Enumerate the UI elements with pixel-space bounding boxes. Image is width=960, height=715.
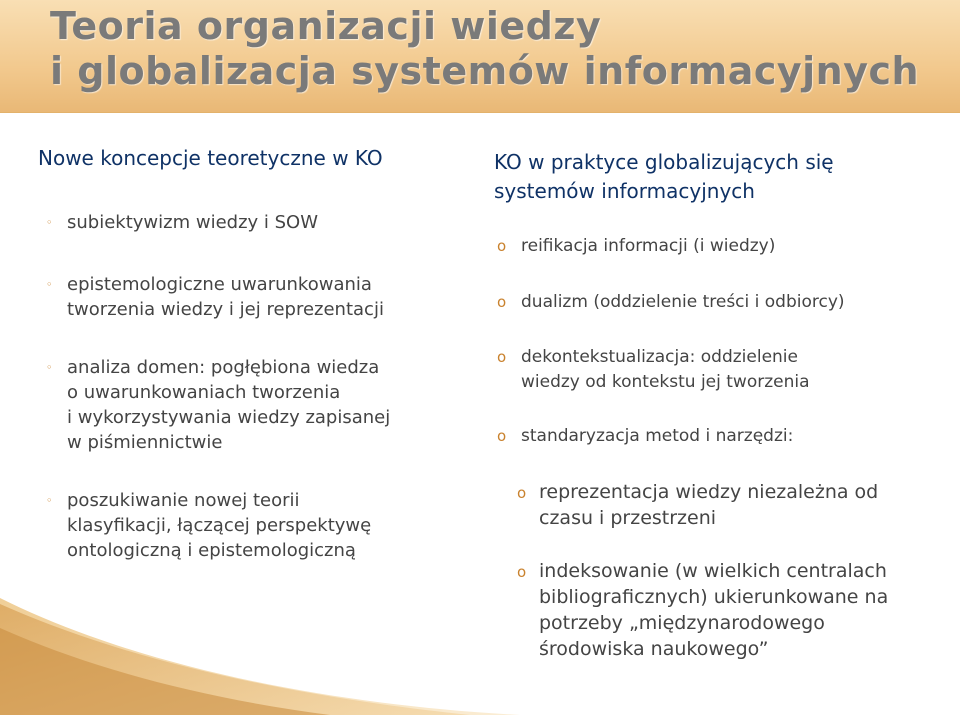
decorative-swoosh [0, 598, 520, 715]
right-item-line: standaryzacja metod i narzędzi: [521, 426, 794, 446]
slide-title-line-1: Teoria organizacji wiedzy [50, 4, 602, 48]
bullet-o-icon: o [497, 427, 507, 445]
right-item-line: reifikacja informacji (i wiedzy) [521, 236, 776, 256]
left-item-line: poszukiwanie nowej teorii [67, 490, 300, 511]
bullet-o-icon: o [497, 348, 507, 366]
left-list-item [46, 272, 456, 322]
right-list-item [497, 234, 957, 259]
bullet-circle-icon: ◦ [46, 216, 53, 229]
right-item-line: wiedzy od kontekstu jej tworzenia [521, 372, 810, 392]
right-list-item [497, 424, 957, 449]
left-item-line: klasyfikacji, łączącej perspektywę [67, 515, 372, 536]
right-list-item [497, 345, 957, 395]
left-item-line: epistemologiczne uwarunkowania [67, 274, 372, 295]
right-column-heading [494, 148, 834, 206]
bullet-circle-icon: ◦ [46, 361, 53, 374]
left-item-line: i wykorzystywania wiedzy zapisanej [67, 407, 391, 428]
right-sublist-item [517, 558, 957, 662]
subitem-line: środowiska naukowego” [539, 638, 769, 660]
left-item-line: w piśmiennictwie [67, 432, 223, 453]
left-item-line: o uwarunkowaniach tworzenia [67, 382, 341, 403]
bullet-o-icon: o [497, 293, 507, 311]
left-item-line: analiza domen: pogłębiona wiedza [67, 357, 380, 378]
bullet-o-icon: o [517, 484, 527, 502]
left-list-item [46, 488, 456, 563]
slide-title-line-2: i globalizacja systemów informacyjnych [50, 49, 920, 93]
subitem-line: reprezentacja wiedzy niezależna od [539, 481, 879, 503]
bullet-o-icon: o [517, 563, 527, 581]
bullet-circle-icon: ◦ [46, 278, 53, 291]
subitem-line: czasu i przestrzeni [539, 507, 717, 529]
right-list-item [497, 290, 957, 315]
left-list-item [46, 355, 456, 455]
right-heading-line-2: systemów informacyjnych [494, 179, 755, 203]
left-item-line: ontologiczną i epistemologiczną [67, 540, 356, 561]
right-item-line: dekontekstualizacja: oddzielenie [521, 347, 798, 367]
left-item-line: tworzenia wiedzy i jej reprezentacji [67, 299, 384, 320]
subitem-line: indeksowanie (w wielkich centralach [539, 560, 887, 582]
subitem-line: bibliograficznych) ukierunkowane na [539, 586, 889, 608]
bullet-circle-icon: ◦ [46, 494, 53, 507]
right-item-line: dualizm (oddzielenie treści i odbiorcy) [521, 292, 845, 312]
title-bar [0, 0, 960, 113]
bullet-o-icon: o [497, 237, 507, 255]
left-item-line: subiektywizm wiedzy i SOW [67, 212, 319, 233]
left-column-heading: Nowe koncepcje teoretyczne w KO [38, 146, 383, 170]
left-list-item [46, 210, 456, 235]
right-sublist-item [517, 479, 957, 531]
right-heading-line-1: KO w praktyce globalizujących się [494, 150, 834, 174]
subitem-line: potrzeby „międzynarodowego [539, 612, 825, 634]
